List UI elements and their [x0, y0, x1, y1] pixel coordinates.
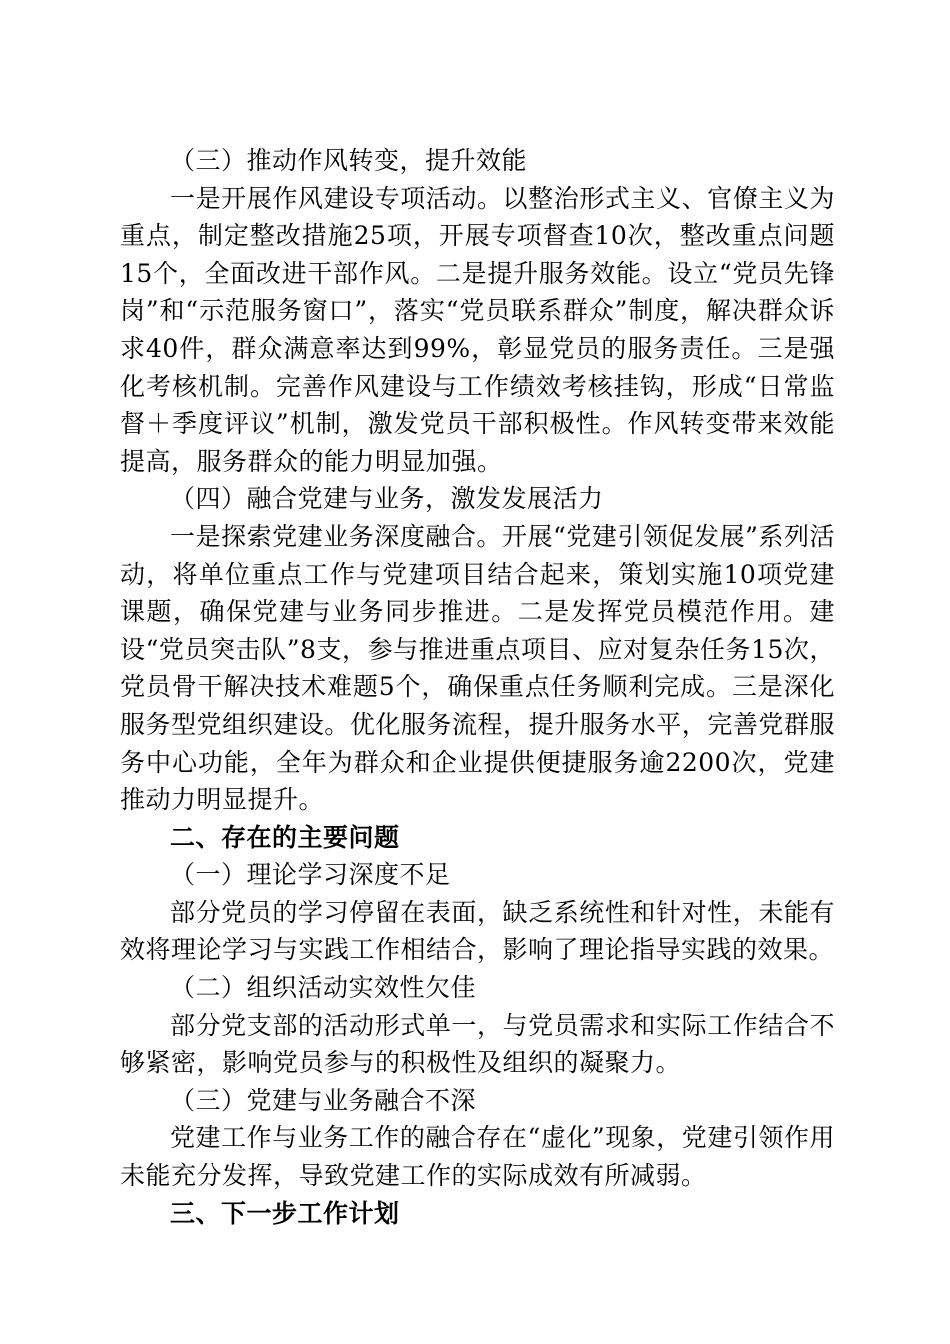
- chapter-title-next-plan: 三、下一步工作计划: [170, 1198, 400, 1228]
- document-page: [120, 142, 835, 1232]
- problem-heading-integration: （三）党建与业务融合不深: [170, 1085, 477, 1115]
- problem-heading-organization-activities: （二）组织活动实效性欠佳: [170, 973, 477, 1003]
- paragraph-integrate-party-business: 一是探索党建业务深度融合。开展“党建引领促发展”系列活动，将单位重点工作与党建项目结合起来，策划实施10项党建课题，确保党建与业务同步推进。二是发挥党员模范作用。建设“党员突击队”8支，参与推进重点项目、应对复杂任务15次，党员骨干解决技术难题5个，确保重点任务顺利完成。三是深化服务型党组织建设。优化服务流程，提升服务水平，完善党群服务中心功能，全年为群众和企业提供便捷服务逾2200次，党建推动力明显提升。: [120, 521, 835, 815]
- paragraph-organization-activities: 部分党支部的活动形式单一，与党员需求和实际工作结合不够紧密，影响党员参与的积极性及组织的凝聚力。: [120, 1010, 835, 1078]
- section-heading-improve-efficiency: （三）推动作风转变，提升效能: [170, 146, 528, 175]
- paragraph-theory-study: 部分党员的学习停留在表面，缺乏系统性和针对性，未能有效将理论学习与实践工作相结合，影响了理论指导实践的效果。: [120, 897, 835, 965]
- problem-heading-theory-study: （一）理论学习深度不足: [170, 860, 451, 890]
- chapter-title-main-problems: 二、存在的主要问题: [170, 822, 400, 852]
- section-heading-integrate-party-business: （四）融合党建与业务，激发发展活力: [170, 484, 604, 514]
- paragraph-integration: 党建工作与业务工作的融合存在“虚化”现象，党建引领作用未能充分发挥，导致党建工作的实际成效有所减弱。: [120, 1123, 835, 1191]
- paragraph-improve-efficiency: 一是开展作风建设专项活动。以整治形式主义、官僚主义为重点，制定整改措施25项，开展专项督查10次，整改重点问题15个，全面改进干部作风。二是提升服务效能。设立“党员先锋岗”和“示范服务窗口”，落实“党员联系群众”制度，解决群众诉求40件，群众满意率达到99%，彰显党员的服务责任。三是强化考核机制。完善作风建设与工作绩效考核挂钩，形成“日常监督＋季度评议”机制，激发党员干部积极性。作风转变带来效能提高，服务群众的能力明显加强。: [120, 183, 835, 476]
